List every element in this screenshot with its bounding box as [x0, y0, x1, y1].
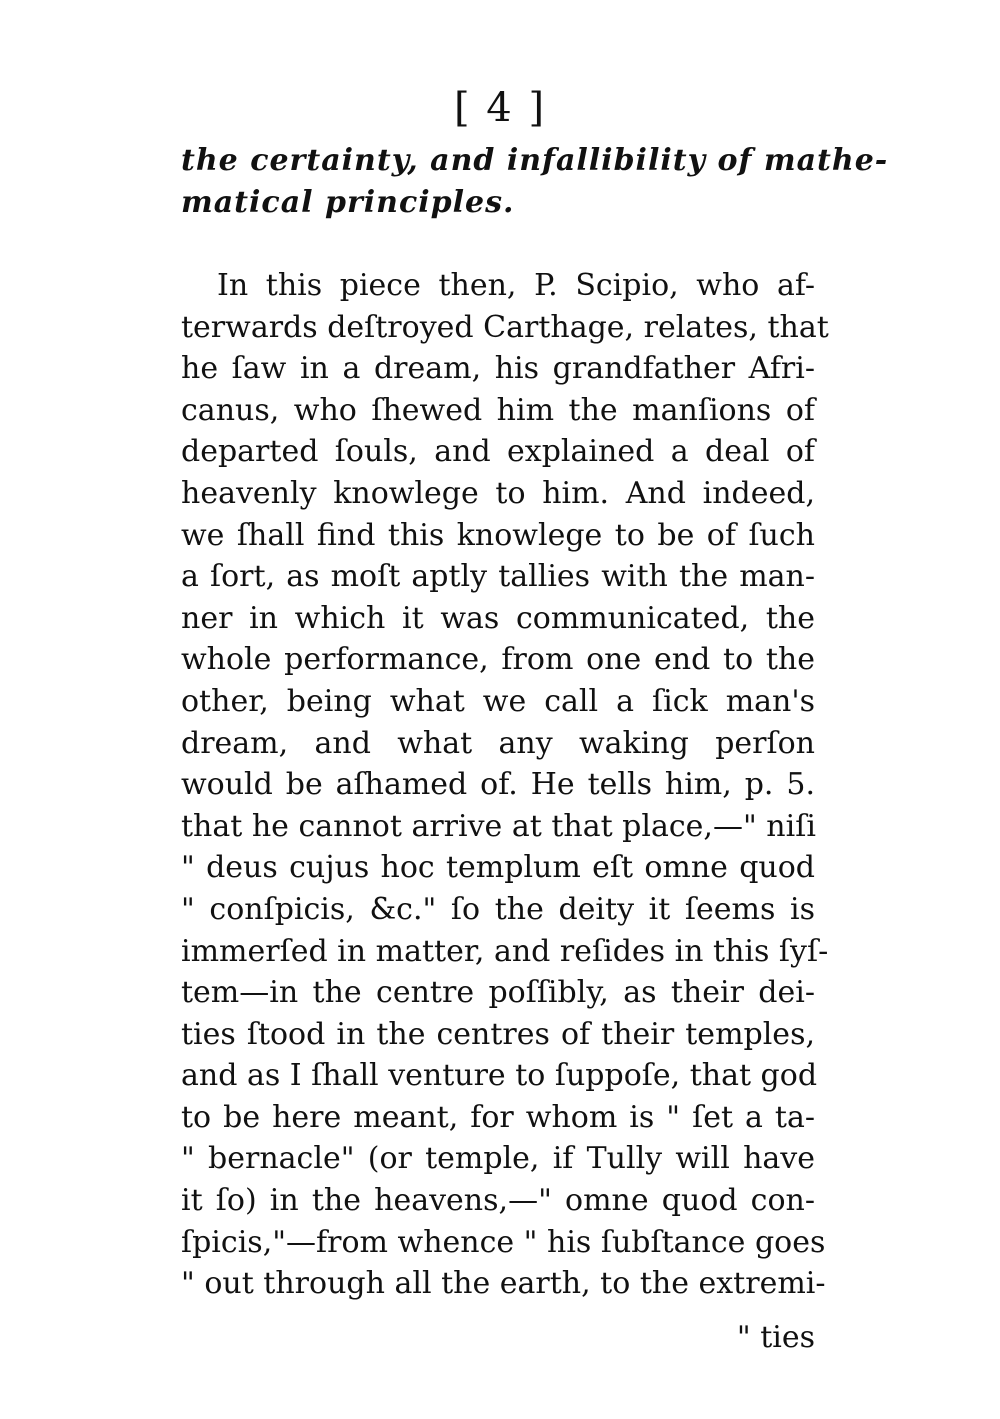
body-line: terwards deſtroyed Carthage, relates, that	[181, 309, 829, 345]
body-line: heavenly knowlege to him. And indeed,	[181, 475, 815, 511]
body-line: In this piece then, P. Scipio, who af-	[217, 268, 815, 303]
body-line: a ſort, as moſt aptly tallies with the man-	[181, 559, 815, 595]
body-line: ſpicis,"—from whence " his ſubſtance goes	[181, 1224, 826, 1260]
body-line: he ſaw in a dream, his grandfather Afri-	[181, 351, 815, 387]
body-line: canus, who ſhewed him the manſions of	[181, 392, 815, 428]
body-line: other, being what we call a ſick man's	[181, 683, 815, 719]
body-line: " bernacle" (or temple, if Tully will have	[181, 1141, 815, 1177]
body-line: departed ſouls, and explained a deal of	[181, 434, 815, 470]
body-line: we ſhall find this knowlege to be of ſuch	[181, 517, 815, 553]
body-line: ties ſtood in the centres of their temples,	[181, 1016, 815, 1052]
opening-line: matical principles.	[181, 184, 515, 220]
body-line: dream, and what any waking perſon	[181, 725, 815, 761]
opening-line: the certainty, and infallibility of mathe-	[181, 143, 889, 178]
opening-passage	[181, 140, 889, 223]
body-line: that he cannot arrive at that place,—" niſi	[181, 808, 816, 844]
body-line: immerſed in matter, and reſides in this ſyſ-	[181, 933, 829, 969]
catchword: " ties	[736, 1320, 815, 1355]
body-line: " conſpicis, &c." ſo the deity it ſeems is	[181, 891, 815, 927]
body-paragraph	[181, 265, 829, 1305]
body-line: and as I ſhall venture to ſuppoſe, that god	[181, 1058, 818, 1094]
page-number-header: [ 4 ]	[453, 85, 547, 131]
body-line: would be aſhamed of. He tells him, p. 5.	[181, 767, 815, 803]
body-line: ner in which it was communicated, the	[181, 600, 815, 636]
body-line: " deus cujus hoc templum eſt omne quod	[181, 850, 815, 886]
body-line: " out through all the earth, to the extremi-	[181, 1266, 826, 1302]
body-line: to be here meant, for whom is " ſet a ta-	[181, 1099, 815, 1135]
body-line: it ſo) in the heavens,—" omne quod con-	[181, 1183, 815, 1219]
body-line: tem—in the centre poſſibly, as their dei-	[181, 975, 815, 1011]
body-line: whole performance, from one end to the	[181, 642, 815, 678]
